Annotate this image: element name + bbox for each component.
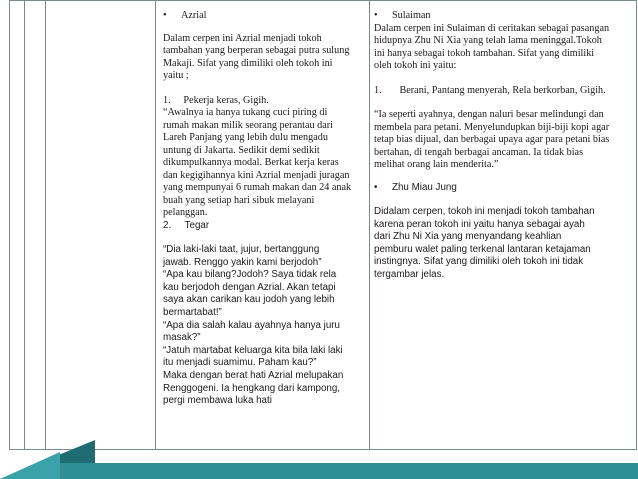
azrial-cell <box>163 10 365 460</box>
azrial-trait-1: 1. Pekerja keras, Gigih. <box>163 94 269 106</box>
zhu-miau-jung-paragraph: Didalam cerpen, tokoh ini menjadi tokoh tambahan karena peran tokoh ini yaitu hanya sebagai ayah dari Zhu Ni Xia yang menyandang keahlian pemburu walet paling terkenal lantaran ketajaman instingnya. Sifat yang dimiliki oleh tokoh ini tidak tergambar jelas. <box>374 206 595 281</box>
azrial-quote-1: “Awalnya ia hanya tukang cuci piring di rumah makan milik seorang perantau dari Lareh Panjang yang lebih dulu mengadu untung di Jakarta. Sedikit demi sedikit dikumpulkannya modal. Berkat kerja keras dan kegigihannya kini Azrial menjadi juragan yang mempunyai 6 rumah makan dan 24 anak buah yang setiap hari sibuk melayani pelanggan. <box>163 107 352 218</box>
column-divider-4 <box>369 0 370 450</box>
zhu-miau-jung-heading: • Zhu Miau Jung <box>374 181 457 193</box>
azrial-heading: • Azrial <box>163 10 207 21</box>
sulaiman-cell <box>374 10 630 460</box>
decorative-triangle-light <box>0 452 60 479</box>
sulaiman-intro: Dalam cerpen ini Sulaiman di ceritakan sebagai pasangan hidupnya Zhu Ni Xia yang telah lama meninggal.Tokoh ini hanya sebagai tokoh tambahan. Sifat yang dimiliki oleh tokoh ini yaitu: <box>374 22 610 71</box>
azrial-trait-2: 2. Tegar <box>163 219 210 231</box>
decorative-footer-bar <box>60 463 638 479</box>
azrial-quote-2: “Dia laki-laki taat, jujur, bertanggung jawab. Renggo yakin kami berjodoh” “Apa kau bilang?Jodoh? Saya tidak rela kau berjodoh dengan Azrial. Akan tetapi saya akan carikan kau jodoh yang lebih bermartabat!” “Apa dia salah kalau ayahnya hanya juru masak?” “Jatuh martabat keluarga kita bila laki laki itu menjadi suamimu. Paham kau?” Maka dengan berat hati Azrial melupakan Renggogeni. Ia hengkang dari kampong, pergi membawa luka hati <box>163 244 344 407</box>
sulaiman-quote-1: “Ia seperti ayahnya, dengan naluri besar melindungi dan membela para petani. Menyelundupkan biji-biji kopi agar tetap bias dijual, dan berbagai upaya agar para petani bias bertahan, di tengah berbagai ancaman. Ia tidak bias melihat orang lain menderita.” <box>374 109 610 170</box>
sulaiman-trait-1: 1. Berani, Pantang menyerah, Rela berkorban, Gigih. <box>374 84 606 96</box>
azrial-intro: Dalam cerpen ini Azrial menjadi tokoh tambahan yang berperan sebagai putra sulung Makaji. Sifat yang dimiliki oleh tokoh ini yaitu ; <box>163 32 350 81</box>
column-divider-3 <box>155 0 156 450</box>
sulaiman-heading: • Sulaiman <box>374 10 431 21</box>
column-divider-2 <box>45 0 46 450</box>
column-divider-1 <box>24 0 25 450</box>
